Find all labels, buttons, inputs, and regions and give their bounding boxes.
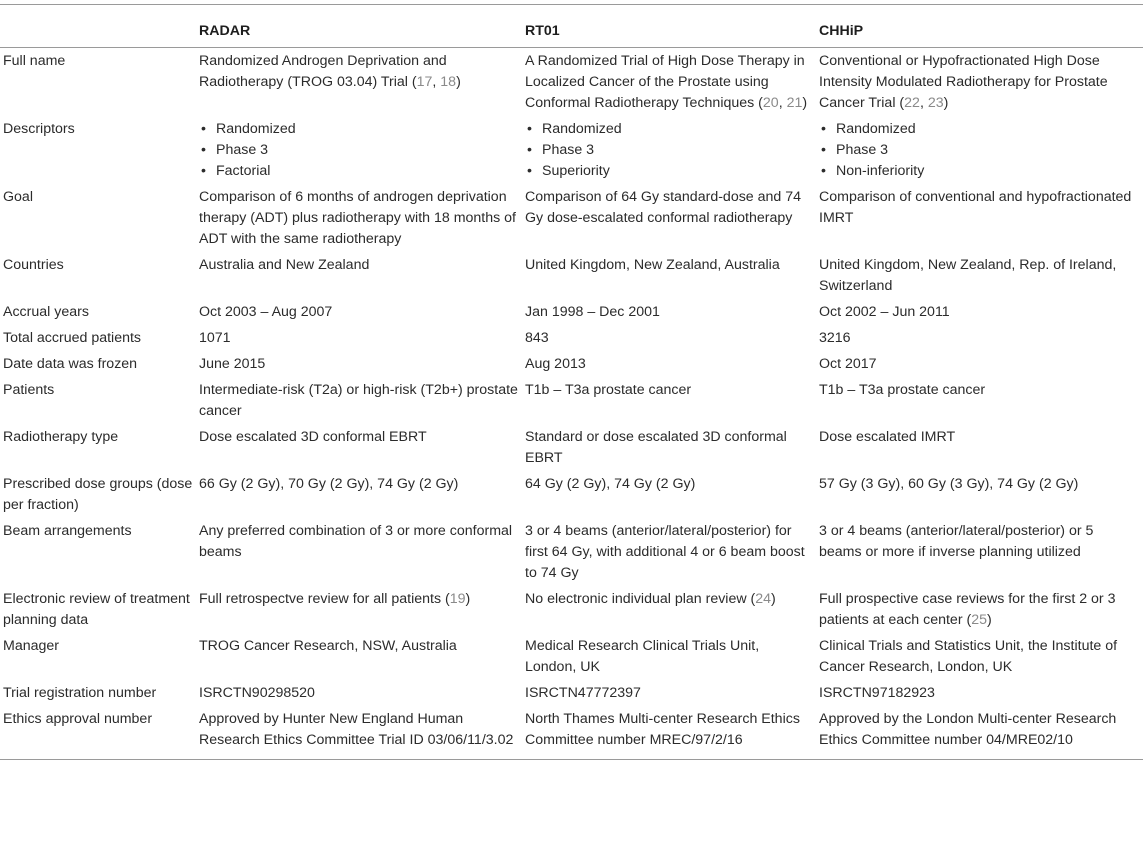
row-beam-arrangements [0,518,1143,586]
cell-chhip: Dose escalated IMRT [819,429,956,445]
row-accrual-years [0,299,1143,325]
cell-rt01 [525,116,819,184]
cell-text: No electronic individual plan review ( [525,591,756,607]
descriptor-item: • Randomized [525,119,813,140]
cell-chhip: 57 Gy (3 Gy), 60 Gy (3 Gy), 74 Gy (2 Gy) [819,476,1079,492]
cell-text: A Randomized Trial of High Dose Therapy in Localized Cancer of the Prostate using Conformal Radiotherapy Techniques ( [525,53,805,111]
descriptor-list [819,119,1137,182]
cell-radar: Oct 2003 – Aug 2007 [199,304,333,320]
row-label: Trial registration number [3,685,157,701]
cell-radar: 66 Gy (2 Gy), 70 Gy (2 Gy), 74 Gy (2 Gy) [199,476,459,492]
cell-rt01: 64 Gy (2 Gy), 74 Gy (2 Gy) [525,476,696,492]
cell-chhip: ISRCTN97182923 [819,685,935,701]
row-label: Total accrued patients [3,330,142,346]
reference-link[interactable]: 23 [927,95,944,111]
descriptor-item: • Phase 3 [199,140,519,161]
row-total-accrued [0,325,1143,351]
header-empty-cell [0,5,199,48]
reference-link[interactable]: 18 [440,74,457,90]
cell-radar: Dose escalated 3D conformal EBRT [199,429,427,445]
cell-radar: Comparison of 6 months of androgen deprivation therapy (ADT) plus radiotherapy with 18 months of ADT with the same radiotherapy [199,189,517,247]
row-patients [0,377,1143,424]
cell-rt01: North Thames Multi-center Research Ethics Committee number MREC/97/2/16 [525,706,819,760]
cell-radar [199,48,525,117]
descriptor-list [525,119,813,182]
cell-chhip: Oct 2002 – Jun 2011 [819,304,950,320]
cell-rt01: Comparison of 64 Gy standard-dose and 74 Gy dose-escalated conformal radiotherapy [525,189,802,226]
cell-rt01: United Kingdom, New Zealand, Australia [525,257,780,273]
cell-chhip: Oct 2017 [819,356,877,372]
cell-radar [199,586,525,633]
reference-link[interactable]: 19 [449,591,466,607]
cell-rt01: Aug 2013 [525,356,586,372]
row-label: Full name [3,53,66,69]
cell-chhip: 3 or 4 beams (anterior/lateral/posterior) or 5 beams or more if inverse planning utilized [819,523,1094,560]
cell-chhip [819,48,1143,117]
row-label: Descriptors [3,121,75,137]
descriptor-item: • Non-inferiority [819,161,1137,182]
reference-link[interactable]: 21 [786,95,803,111]
trial-comparison-table [0,4,1143,760]
cell-radar: TROG Cancer Research, NSW, Australia [199,638,457,654]
row-label: Prescribed dose groups (dose per fraction) [3,476,193,513]
row-radiotherapy-type [0,424,1143,471]
cell-rt01: ISRCTN47772397 [525,685,641,701]
cell-chhip [819,116,1143,184]
cell-rt01: 843 [525,330,549,346]
reference-link[interactable]: 17 [416,74,433,90]
cell-radar: ISRCTN90298520 [199,685,315,701]
cell-chhip: United Kingdom, New Zealand, Rep. of Ireland, Switzerland [819,257,1117,294]
ref-close: ) [943,95,949,111]
cell-chhip: 3216 [819,330,851,346]
row-date-frozen [0,351,1143,377]
header-row [0,5,1143,48]
row-ethics [0,706,1143,760]
row-prescribed-dose [0,471,1143,518]
row-registration [0,680,1143,706]
cell-radar: Intermediate-risk (T2a) or high-risk (T2b+) prostate cancer [199,382,518,419]
row-label: Date data was frozen [3,356,138,372]
cell-chhip: Comparison of conventional and hypofractionated IMRT [819,189,1132,226]
ref-separator: , [778,95,787,111]
row-countries [0,252,1143,299]
row-goal [0,184,1143,252]
cell-rt01: Medical Research Clinical Trials Unit, London, UK [525,638,760,675]
ref-separator: , [919,95,928,111]
cell-text: Full retrospectve review for all patients ( [199,591,450,607]
row-electronic-review [0,586,1143,633]
reference-link[interactable]: 24 [755,591,772,607]
ref-close: ) [802,95,808,111]
row-label: Beam arrangements [3,523,132,539]
cell-text: Randomized Androgen Deprivation and Radiotherapy (TROG 03.04) Trial ( [199,53,447,90]
descriptor-item: • Randomized [199,119,519,140]
cell-rt01: T1b – T3a prostate cancer [525,382,692,398]
row-label: Radiotherapy type [3,429,119,445]
descriptor-item: • Superiority [525,161,813,182]
cell-rt01: Standard or dose escalated 3D conformal EBRT [525,429,787,466]
ref-close: ) [465,591,471,607]
reference-link[interactable]: 22 [904,95,920,111]
row-label: Manager [3,638,59,654]
reference-link[interactable]: 20 [762,95,779,111]
cell-chhip: T1b – T3a prostate cancer [819,382,986,398]
row-label: Patients [3,382,55,398]
row-manager [0,633,1143,680]
row-full-name [0,48,1143,117]
cell-radar: 1071 [199,330,231,346]
cell-radar: Approved by Hunter New England Human Research Ethics Committee Trial ID 03/06/11/3.02 [199,706,525,760]
ref-close: ) [771,591,776,607]
cell-chhip: Clinical Trials and Statistics Unit, the Institute of Cancer Research, London, UK [819,638,1118,675]
ref-close: ) [456,74,461,90]
cell-radar: Any preferred combination of 3 or more conformal beams [199,523,513,560]
cell-text: Full prospective case reviews for the first 2 or 3 patients at each center ( [819,591,1116,628]
descriptor-item: • Phase 3 [525,140,813,161]
descriptor-item: • Phase 3 [819,140,1137,161]
descriptor-list [199,119,519,182]
cell-radar: Australia and New Zealand [199,257,370,273]
ref-close: ) [987,612,992,628]
cell-rt01: 3 or 4 beams (anterior/lateral/posterior) for first 64 Gy, with additional 4 or 6 beam boost to 74 Gy [525,523,805,581]
row-descriptors [0,116,1143,184]
descriptor-item: • Factorial [199,161,519,182]
ref-separator: , [432,74,441,90]
cell-radar [199,116,525,184]
cell-chhip: Approved by the London Multi-center Research Ethics Committee number 04/MRE02/10 [819,706,1143,760]
cell-text: Conventional or Hypofractionated High Dose Intensity Modulated Radiotherapy for Prostate Cancer Trial ( [819,53,1108,111]
row-label: Electronic review of treatment planning data [3,591,190,628]
row-label: Countries [3,257,64,273]
cell-radar: June 2015 [199,356,266,372]
cell-rt01 [525,48,819,117]
cell-chhip [819,586,1143,633]
cell-rt01 [525,586,819,633]
header-chhip: CHHiP [819,5,1143,48]
header-rt01: RT01 [525,5,819,48]
row-label: Ethics approval number [0,706,199,760]
descriptor-item: • Randomized [819,119,1137,140]
cell-rt01: Jan 1998 – Dec 2001 [525,304,660,320]
row-label: Goal [3,189,33,205]
row-label: Accrual years [3,304,89,320]
header-radar: RADAR [199,5,525,48]
reference-link[interactable]: 25 [971,612,987,628]
